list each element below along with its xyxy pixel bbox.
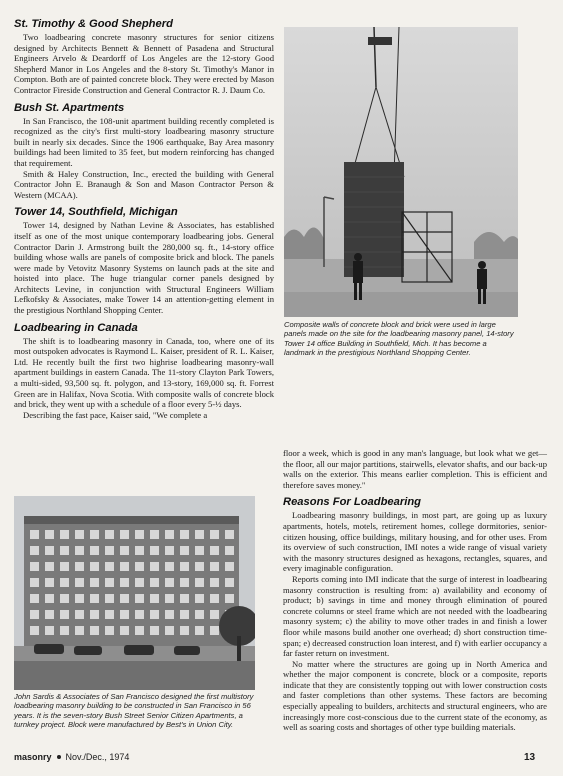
section-heading: Reasons For Loadbearing [283,496,422,509]
page-footer [14,752,129,762]
photo-caption-top: Composite walls of concrete block and brick were used in large panels made on the site for the loadbearing masonry panel, 14-story Tower 14 office Building in Southfield, Mich. It has become a landmark in the prestigious Northland Shopping Center. [284,320,514,358]
section-canada [14,322,274,421]
section-paragraph: The shift is to loadbearing masonry in Canada, too, where one of its most outspoken advocates is Raymond L. Kaiser, president of R. L. Kaiser, Ltd. He recently built the first two highrise loadbearing masonry-wall apartment buildings in eastern Canada. The 11-story Clayton Park Towers, a multi-sided, 93,500 sq. ft. polygon, and 13-story, 169,000 sq. ft. Forrest Green are in Halifax, Nova Scotia. With composite walls of concrete block and brick, they went up with a schedule of a floor every 5-½ days. [14,335,274,410]
continuation-paragraph: floor a week, which is good in any man's language, but look what we get—the floor, all our major partitions, stairwells, elevator shafts, and our back-up walls on the exterior. This means earlier completion. This is efficient and therefore saves money." [283,448,547,490]
section-bush-st [14,102,274,201]
photo-bush-st-apartments [14,496,255,690]
photo-apartments-illustration [14,496,255,690]
photo-tower-14-illustration [284,27,518,317]
section-paragraph: No matter where the structures are going up in North America and whether the major component is concrete, block or a composite, reports indicate that they are consistently topping out with lower construction costs and faster completions than other systems. These factors are becoming especially appealing to builders, architects and structural engineers, who are increasingly more cost-conscious due to the current state of the economy, as well as soaring costs and shortages of other type building materials. [283,658,547,733]
section-paragraph: Loadbearing masonry buildings, in most part, are going up as luxury apartments, hotels, motels, retirement homes, college dormitories, senior-citizen housing, office buildings, military housing, and for other uses. From its overview of such construction, IMI notes a wide range of visual variety with the masonry structures designed as hexagons, rectangles, squares, and every imaginable configuration. [283,510,547,574]
bullet-dot-icon [57,755,61,759]
left-column [14,18,274,426]
section-paragraph: In San Francisco, the 108-unit apartment building recently completed is recognized as the city's first multi-story loadbearing masonry structure built in nearly six decades. Since the 1906 earthquake, Bay Area masonry buildings had been limited to 35 feet, but modern reinforcing has changed that requirement. [14,115,274,168]
section-paragraph: Describing the fast pace, Kaiser said, "We complete a [23,409,208,420]
section-heading: Tower 14, Southfield, Michigan [14,206,178,219]
section-heading: St. Timothy & Good Shepherd [14,18,173,30]
photo-caption-bottom: John Sardis & Associates of San Francisco designed the first multistory loadbearing masonry building to be constructed in San Francisco in 56 years. It is the seven-story Bush Street Senior Citizen Apartments, a turnkey project. Block were manufactured by Best's in Union City. [14,692,254,730]
section-heading: Loadbearing in Canada [14,321,138,334]
section-paragraph: Reports coming into IMI indicate that the surge of interest in loadbearing masonry construction is resulting from: a) availability and economy of product; b) savings in time and money through elimination of poured concrete columns or steel frame which are not needed with the loadbearing masonry system; c) the ability to move other trades in and finish a lower floor while masons build another one overhead; d) short construction time-span; e) decreased construction loan interest, and f) with earlier occupancy a far faster return on investment. [283,573,547,659]
issue-date: Nov./Dec., 1974 [65,752,130,762]
section-heading: Bush St. Apartments [14,101,125,114]
section-paragraph: Smith & Haley Construction, Inc., erected the building with General Contractor John E. Branaugh & Son and Mason Contractor Person & Western (MCAA). [14,168,274,200]
page-number: 13 [524,752,536,763]
magazine-name: masonry [14,752,52,762]
right-column [283,448,547,733]
section-st-timothy [14,18,274,96]
section-tower-14 [14,206,274,315]
section-paragraph: Tower 14, designed by Nathan Levine & Associates, has established itself as one of the most unique contemporary loadbearing jobs. General Contractor Darin J. Armstrong built the 280,000 sq. ft., 14-story office building whose walls are panels of composite brick and block. The panels were made by Vetovitz Masonry Systems on launch pads at the site and hoisted into place. The huge triangular corner panels designed by Architects Levine, in conjunction with Structural Engineers William Lefkofsky & Associates, make Tower 14 an attention-getting element in the prestigious Northland Shopping Center. [14,220,274,316]
photo-tower-14-panel [284,27,518,317]
section-paragraph: Two loadbearing concrete masonry structures for senior citizens designed by Architects Bennett & Bennett of Pasadena and Structural Engineers Arvelo & Deardorff of Los Angeles are the 12-story Good Shepherd Manor in Los Angeles and the 8-story St. Timothy's Manor in Compton. Both are of painted concrete block. They were erected by Mason Contractor Fireside Construction and General Contractor R. J. Daum Co. [14,32,274,95]
